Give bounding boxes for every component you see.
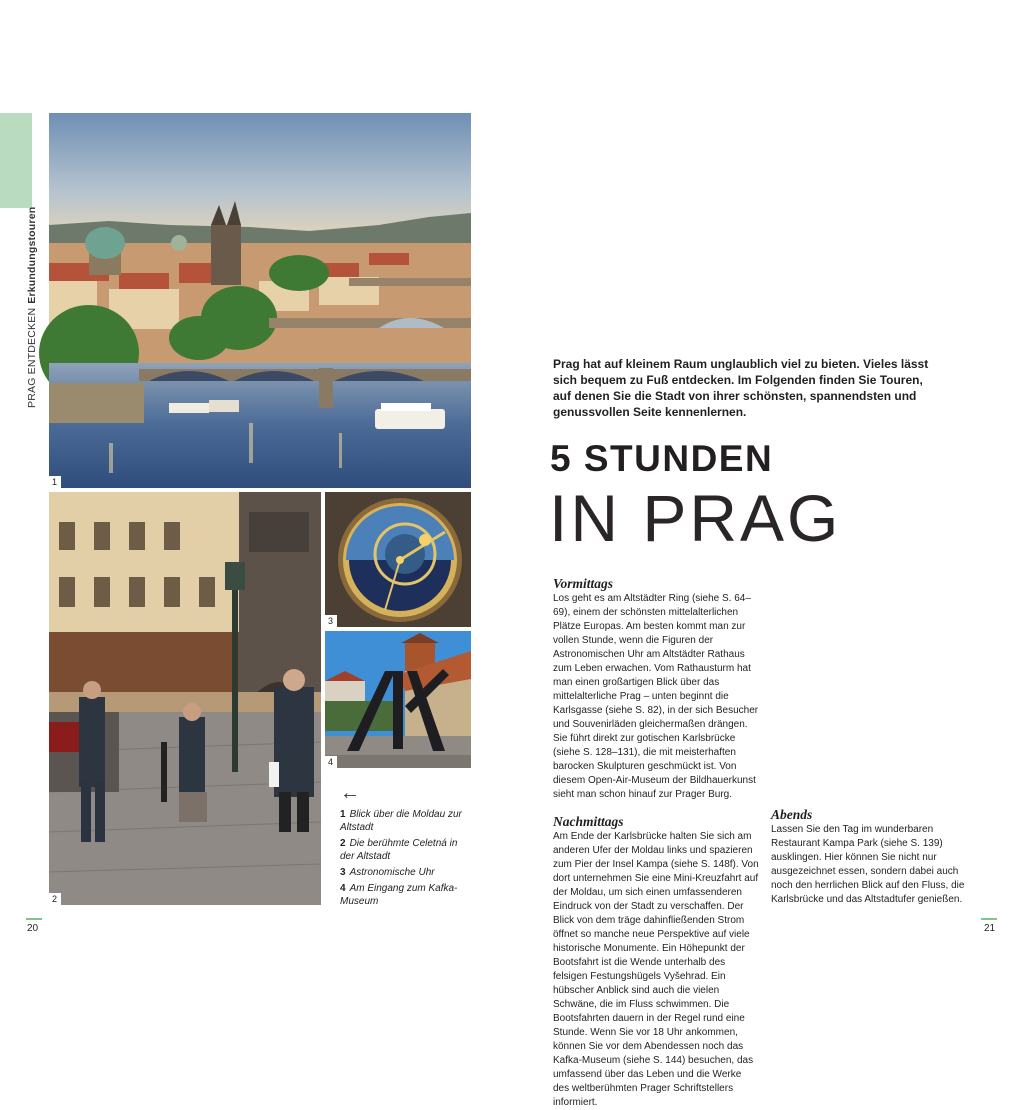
- photo-kafka-museum: [325, 631, 471, 768]
- folio-accent-left: [26, 918, 42, 920]
- body-abends: Lassen Sie den Tag im wunderbaren Restaurant Kampa Park (siehe S. 139) ausklingen. Hier können Sie nicht nur ausgezeichnet essen, sondern dabei auch noch den herrlichen Blick auf den Fluss, die Karlsbrücke und das Altstadtufer genießen.: [771, 824, 965, 905]
- photo-number: 2: [49, 893, 61, 905]
- caption-text: Blick über die Moldau zur Altstadt: [340, 809, 462, 833]
- folio-accent-right: [981, 918, 997, 920]
- caption-arrow-icon: ←: [340, 782, 360, 804]
- photo-number: 4: [325, 756, 337, 768]
- caption-number: 2: [340, 838, 346, 849]
- caption-number: 4: [340, 883, 346, 894]
- text-column-left: [553, 576, 759, 1108]
- subsection-name: Erkundungstouren: [26, 206, 38, 304]
- heading-nachmittags: Nachmittags: [553, 814, 624, 829]
- chapter-label: [26, 207, 38, 408]
- caption-text: Astronomische Uhr: [349, 867, 435, 878]
- caption-text: Die berühmte Celetná in der Altstadt: [340, 838, 458, 862]
- page-number-left: 20: [27, 923, 39, 934]
- photo-number: 1: [49, 476, 61, 488]
- body-nachmittags: Am Ende der Karlsbrücke halten Sie sich am anderen Ufer der Moldau links und spazieren zum Pier der Insel Kampa (siehe S. 148f). Von dort unternehmen Sie eine Mini-Kreuzfahrt auf der Moldau, um sich einen umfassenderen Eindruck von der Stadt zu verschaffen. Der Blick von dem träge dahinfließenden Strom öffnet so manche neue Perspektive auf viele historische Monumente. Ein Höhepunkt der Bootsfahrt ist die Wende unterhalb des felsigen Festungshügels Vyšehrad. Ein hübscher Anblick sind auch die vielen Schwäne, die im Fluss schwimmen. Die Bootsfahrten dauern in der Regel rund eine Stunde. Wenn Sie vor 18 Uhr ankommen, können Sie vor dem Abendessen noch das Kafka-Museum (siehe S. 144) besuchen, das umfassend über das Leben und die Werke des weltberühmten Prager Schriftstellers informiert.: [553, 831, 759, 1108]
- body-vormittags: Los geht es am Altstädter Ring (siehe S. 64–69), einem der schönsten mittelalterlichen Plätze Europas. Am besten kommt man zur vollen Stunde, wenn die Figuren der Astronomischen Uhr am Altstädter Rathaus zum Leben erwachen. Vom Rathausturm hat man einen großartigen Blick über das mittelalterliche Prag – unten beginnt die Karlsgasse (siehe S. 82), in der sich Besucher und Souvenirläden gleichermaßen drängen. Sie führt direkt zur gotischen Karlsbrücke (siehe S. 128–131), die mit meisterhaften barocken Skulpturen geschmückt ist. Von diesem Open-Air-Museum der Bildhauerkunst sieht man schon hinauf zur Prager Burg.: [553, 593, 759, 800]
- caption-text: Am Eingang zum Kafka-Museum: [340, 883, 458, 907]
- caption-item: [340, 882, 470, 908]
- caption-item: [340, 866, 470, 879]
- section-name: PRAG ENTDECKEN: [26, 307, 38, 408]
- caption-item: [340, 837, 470, 863]
- caption-number: 3: [340, 867, 346, 878]
- heading-abends: Abends: [771, 807, 813, 822]
- page-number-right: 21: [984, 923, 996, 934]
- caption-item: [340, 808, 470, 834]
- photo-number: 3: [325, 615, 337, 627]
- caption-number: 1: [340, 809, 346, 820]
- chapter-tab: [0, 113, 32, 208]
- text-column-right: [771, 807, 977, 911]
- photo-astronomical-clock: [325, 492, 471, 627]
- photo-celetna-street: [49, 492, 321, 905]
- page-title-line-1: 5 STUNDEN: [550, 438, 774, 479]
- photo-captions: [340, 808, 470, 911]
- page-title-line-2: IN PRAG: [549, 481, 842, 555]
- heading-vormittags: Vormittags: [553, 576, 614, 591]
- photo-vltava-bridges: [49, 113, 471, 488]
- intro-paragraph: Prag hat auf kleinem Raum unglaublich viel zu bieten. Vieles lässt sich bequem zu Fuß entdecken. Im Folgenden finden Sie Touren, auf denen Sie die Stadt von ihrer schönsten, spannendsten und genussvollen Seite kennenlernen.: [553, 357, 929, 419]
